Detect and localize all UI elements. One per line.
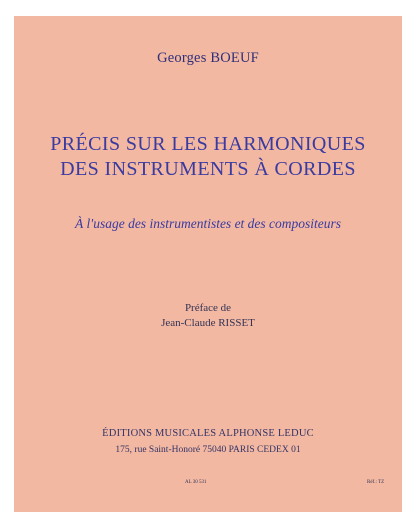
publisher-address: 175, rue Saint-Honoré 75040 PARIS CEDEX 01 — [115, 445, 301, 455]
book-title — [0, 132, 416, 182]
title-line-2: DES INSTRUMENTS À CORDES — [60, 158, 356, 180]
subtitle: À l'usage des instrumentistes et des compositeurs — [74, 216, 342, 231]
catalog-number: AL 30 531 — [185, 480, 207, 485]
publisher-name: ÉDITIONS MUSICALES ALPHONSE LEDUC — [102, 428, 314, 439]
title-line-1: PRÉCIS SUR LES HARMONIQUES — [50, 133, 366, 155]
author-name: Georges BOEUF — [157, 50, 259, 66]
preface-author: Jean-Claude RISSET — [161, 317, 255, 329]
reference-code: Réf.: TZ — [367, 480, 385, 485]
preface-label: Préface de — [184, 302, 232, 314]
